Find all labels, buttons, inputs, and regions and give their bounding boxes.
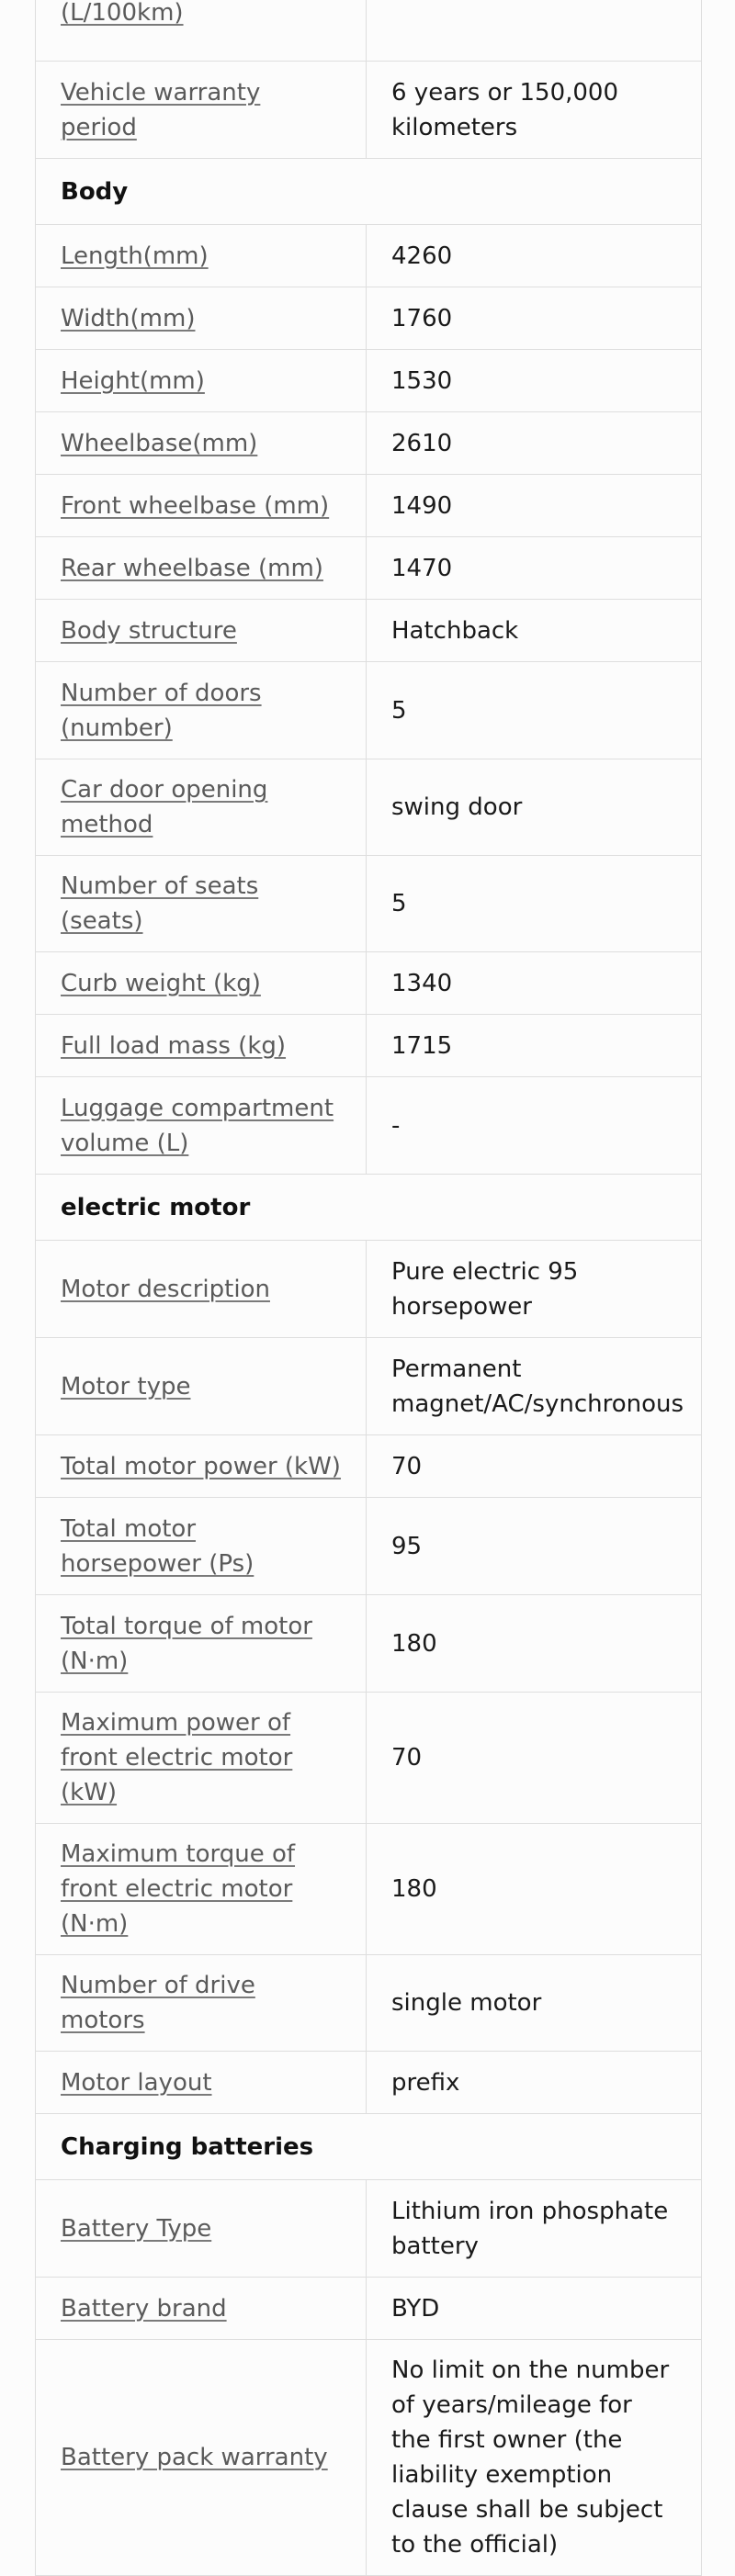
spec-label-cell — [36, 662, 367, 759]
table-row — [36, 759, 702, 856]
table-row — [36, 225, 702, 287]
spec-label-link[interactable]: Rear wheelbase (mm) — [61, 554, 323, 582]
spec-label-cell — [36, 225, 367, 287]
spec-label-link[interactable]: Wheelbase(mm) — [61, 429, 258, 457]
table-row — [36, 1435, 702, 1498]
spec-label-cell — [36, 600, 367, 662]
spec-value: No limit on the number of years/mileage for the first owner (the liability exemption clause shall be subject to the official) — [367, 2340, 702, 2576]
spec-label-link[interactable]: Luggage compartment volume (L) — [61, 1094, 334, 1157]
spec-value: 180 — [367, 1824, 702, 1955]
spec-label-link[interactable]: Full load mass (kg) — [61, 1031, 287, 1060]
section-header-row — [36, 1175, 702, 1241]
table-row — [36, 856, 702, 952]
table-row — [36, 2180, 702, 2278]
spec-label-link[interactable]: Number of seats (seats) — [61, 872, 259, 935]
table-row — [36, 1693, 702, 1824]
spec-label-cell — [36, 0, 367, 62]
spec-label-link[interactable]: Vehicle warranty period — [61, 78, 261, 141]
table-row — [36, 0, 702, 62]
table-row — [36, 1498, 702, 1595]
spec-value: 1760 — [367, 287, 702, 350]
spec-label-link[interactable]: Total torque of motor (N·m) — [61, 1612, 312, 1675]
spec-label-cell — [36, 952, 367, 1015]
table-row — [36, 600, 702, 662]
spec-label-link[interactable]: Maximum torque of front electric motor (N·m) — [61, 1840, 296, 1938]
spec-value: 180 — [367, 1595, 702, 1693]
spec-label-link[interactable]: Number of doors (number) — [61, 679, 262, 742]
table-row — [36, 287, 702, 350]
spec-value: 70 — [367, 1435, 702, 1498]
spec-label-cell — [36, 1338, 367, 1435]
spec-label-cell — [36, 1693, 367, 1824]
spec-value: 1715 — [367, 1015, 702, 1077]
spec-table — [35, 0, 702, 2576]
spec-label-cell — [36, 759, 367, 856]
spec-value: 95 — [367, 1498, 702, 1595]
table-row — [36, 2052, 702, 2114]
table-row — [36, 537, 702, 600]
spec-label-cell — [36, 2052, 367, 2114]
spec-value: prefix — [367, 2052, 702, 2114]
table-row — [36, 350, 702, 412]
table-row — [36, 1338, 702, 1435]
table-row — [36, 412, 702, 475]
spec-label-link[interactable]: Curb weight (kg) — [61, 969, 261, 997]
spec-value: 1470 — [367, 537, 702, 600]
section-header-row — [36, 2114, 702, 2180]
spec-label: (L/100km) — [61, 0, 184, 27]
spec-label-cell — [36, 1824, 367, 1955]
table-row — [36, 1077, 702, 1175]
table-row — [36, 2278, 702, 2340]
spec-value: 5 — [367, 662, 702, 759]
spec-label-cell — [36, 2340, 367, 2576]
table-row — [36, 1241, 702, 1338]
table-row — [36, 1824, 702, 1955]
spec-label-cell — [36, 537, 367, 600]
spec-table-container — [35, 0, 701, 2576]
table-row — [36, 662, 702, 759]
spec-label-cell — [36, 475, 367, 537]
table-row — [36, 62, 702, 159]
spec-label-cell — [36, 62, 367, 159]
spec-label-link[interactable]: Maximum power of front electric motor (kW) — [61, 1709, 293, 1806]
spec-label-cell — [36, 1077, 367, 1175]
section-title: electric motor — [36, 1175, 702, 1241]
spec-label-link[interactable]: Front wheelbase (mm) — [61, 491, 330, 520]
spec-value: 6 years or 150,000 kilometers — [367, 62, 702, 159]
spec-label-cell — [36, 2278, 367, 2340]
spec-label-link[interactable]: Battery brand — [61, 2294, 227, 2323]
spec-label-cell — [36, 412, 367, 475]
spec-label-link[interactable]: Battery Type — [61, 2214, 212, 2243]
spec-value: single motor — [367, 1955, 702, 2052]
table-row — [36, 1015, 702, 1077]
spec-value: BYD — [367, 2278, 702, 2340]
spec-label-link[interactable]: Total motor power (kW) — [61, 1452, 341, 1480]
spec-value: Permanent magnet/AC/synchronous — [367, 1338, 702, 1435]
spec-label-cell — [36, 350, 367, 412]
spec-label-link[interactable]: Car door opening method — [61, 776, 268, 838]
spec-value: Pure electric 95 horsepower — [367, 1241, 702, 1338]
spec-label-cell — [36, 1241, 367, 1338]
spec-value: 1340 — [367, 952, 702, 1015]
spec-label-link[interactable]: Motor type — [61, 1372, 191, 1400]
spec-value-cell — [367, 0, 702, 62]
table-row — [36, 1595, 702, 1693]
spec-label-link[interactable]: Total motor horsepower (Ps) — [61, 1514, 254, 1578]
spec-value: 4260 — [367, 225, 702, 287]
spec-label-cell — [36, 1595, 367, 1693]
table-row — [36, 1955, 702, 2052]
table-row — [36, 952, 702, 1015]
spec-label-link[interactable]: Motor layout — [61, 2068, 212, 2097]
table-row — [36, 475, 702, 537]
spec-value: Hatchback — [367, 600, 702, 662]
spec-label-link[interactable]: Motor description — [61, 1275, 270, 1303]
spec-value: 2610 — [367, 412, 702, 475]
spec-value: 5 — [367, 856, 702, 952]
spec-value: 1490 — [367, 475, 702, 537]
spec-label-cell — [36, 856, 367, 952]
spec-value: - — [367, 1077, 702, 1175]
spec-label-cell — [36, 1015, 367, 1077]
spec-label-link[interactable]: Height(mm) — [61, 366, 205, 395]
section-title: Body — [36, 159, 702, 225]
spec-label-cell — [36, 1955, 367, 2052]
spec-label-link[interactable]: Width(mm) — [61, 304, 196, 332]
spec-value: 70 — [367, 1693, 702, 1824]
section-title: Charging batteries — [36, 2114, 702, 2180]
spec-value: Lithium iron phosphate battery — [367, 2180, 702, 2278]
section-header-row — [36, 159, 702, 225]
spec-label-cell — [36, 1498, 367, 1595]
spec-label-link[interactable]: Length(mm) — [61, 242, 209, 270]
spec-table-body — [36, 0, 702, 2576]
spec-label-link[interactable]: Body structure — [61, 616, 237, 645]
spec-label-link[interactable]: Battery pack warranty — [61, 2444, 328, 2471]
spec-label-cell — [36, 287, 367, 350]
table-row — [36, 2340, 702, 2576]
spec-value: swing door — [367, 759, 702, 856]
spec-label-cell — [36, 1435, 367, 1498]
spec-value: 1530 — [367, 350, 702, 412]
spec-label-cell — [36, 2180, 367, 2278]
spec-label-link[interactable]: Number of drive motors — [61, 1972, 255, 2034]
